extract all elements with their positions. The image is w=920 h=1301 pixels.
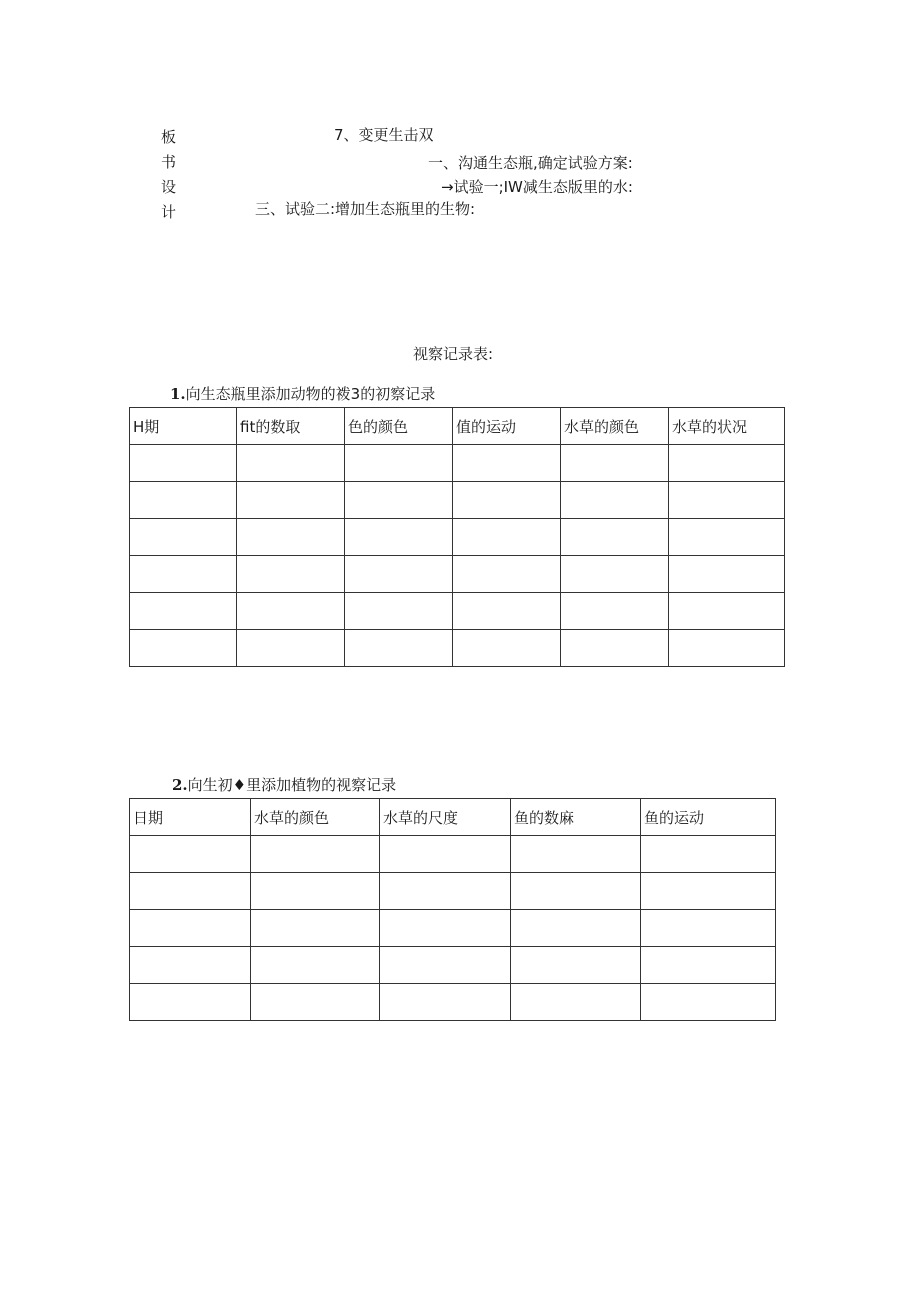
table-cell[interactable] bbox=[453, 519, 561, 556]
table-cell[interactable] bbox=[380, 836, 511, 873]
animal-observation-table bbox=[129, 407, 785, 667]
board-line-step-1: 一、沟通生态瓶,确定试验方案: bbox=[428, 154, 633, 172]
table-cell[interactable] bbox=[641, 984, 776, 1021]
table-cell[interactable] bbox=[345, 519, 453, 556]
table-cell[interactable] bbox=[511, 910, 641, 947]
board-line-topic: 7、变更生击双 bbox=[334, 126, 434, 144]
table-cell[interactable] bbox=[511, 873, 641, 910]
board-design-label-char-2: 书 bbox=[161, 153, 177, 171]
table-header-cell: 水草的颜色 bbox=[251, 799, 380, 836]
table-header-cell: 鱼的数麻 bbox=[511, 799, 641, 836]
table-cell[interactable] bbox=[669, 519, 785, 556]
board-line-step-2: →试验一;IW减生态版里的水: bbox=[441, 178, 633, 196]
observation-table-title: 视察记录表: bbox=[413, 345, 494, 363]
table2-caption-number: 2. bbox=[172, 776, 188, 794]
table-cell[interactable] bbox=[669, 593, 785, 630]
table-cell[interactable] bbox=[561, 630, 669, 667]
table-header-row bbox=[130, 408, 785, 445]
board-design-label-char-1: 板 bbox=[161, 128, 177, 146]
table-cell[interactable] bbox=[669, 556, 785, 593]
table-cell[interactable] bbox=[561, 482, 669, 519]
table-cell[interactable] bbox=[511, 984, 641, 1021]
table-row bbox=[130, 910, 776, 947]
table-cell[interactable] bbox=[561, 519, 669, 556]
table-cell[interactable] bbox=[345, 593, 453, 630]
plant-observation-table bbox=[129, 798, 776, 1021]
table-cell[interactable] bbox=[641, 947, 776, 984]
table-cell[interactable] bbox=[130, 556, 237, 593]
table-header-cell: 水草的状况 bbox=[669, 408, 785, 445]
table-row bbox=[130, 947, 776, 984]
table-cell[interactable] bbox=[237, 630, 345, 667]
table-cell[interactable] bbox=[669, 482, 785, 519]
table-cell[interactable] bbox=[130, 593, 237, 630]
table-cell[interactable] bbox=[251, 947, 380, 984]
table1-caption-number: 1. bbox=[170, 385, 186, 403]
table-cell[interactable] bbox=[641, 910, 776, 947]
table-header-row bbox=[130, 799, 776, 836]
table-cell[interactable] bbox=[237, 593, 345, 630]
table-cell[interactable] bbox=[237, 556, 345, 593]
table-cell[interactable] bbox=[251, 910, 380, 947]
table-row bbox=[130, 519, 785, 556]
table-cell[interactable] bbox=[237, 482, 345, 519]
table-cell[interactable] bbox=[345, 630, 453, 667]
table2-caption-text: 向生初♦里添加植物的视察记录 bbox=[187, 776, 397, 794]
table-cell[interactable] bbox=[561, 593, 669, 630]
table-cell[interactable] bbox=[380, 910, 511, 947]
table-cell[interactable] bbox=[453, 445, 561, 482]
table1-caption bbox=[170, 387, 435, 402]
table-cell[interactable] bbox=[380, 947, 511, 984]
table-cell[interactable] bbox=[130, 984, 251, 1021]
table-cell[interactable] bbox=[511, 836, 641, 873]
table-cell[interactable] bbox=[251, 873, 380, 910]
table-row bbox=[130, 556, 785, 593]
board-design-label-char-4: 计 bbox=[161, 203, 177, 221]
table2-caption bbox=[172, 778, 396, 793]
table-cell[interactable] bbox=[345, 445, 453, 482]
table-cell[interactable] bbox=[237, 519, 345, 556]
table-cell[interactable] bbox=[251, 984, 380, 1021]
table-cell[interactable] bbox=[345, 482, 453, 519]
table-cell[interactable] bbox=[345, 556, 453, 593]
table-cell[interactable] bbox=[380, 873, 511, 910]
table-row bbox=[130, 445, 785, 482]
table-cell[interactable] bbox=[237, 445, 345, 482]
table-header-cell: 鱼的运动 bbox=[641, 799, 776, 836]
table-cell[interactable] bbox=[251, 836, 380, 873]
table-cell[interactable] bbox=[453, 593, 561, 630]
board-design-label-char-3: 设 bbox=[161, 178, 177, 196]
table-cell[interactable] bbox=[130, 947, 251, 984]
table-row bbox=[130, 630, 785, 667]
table-cell[interactable] bbox=[561, 556, 669, 593]
board-line-step-3: 三、试验二:增加生态瓶里的生物: bbox=[255, 200, 476, 218]
table-cell[interactable] bbox=[130, 910, 251, 947]
table-cell[interactable] bbox=[130, 519, 237, 556]
table-cell[interactable] bbox=[669, 630, 785, 667]
table-cell[interactable] bbox=[641, 836, 776, 873]
table-cell[interactable] bbox=[669, 445, 785, 482]
table-cell[interactable] bbox=[453, 630, 561, 667]
table-header-cell: 水草的尺度 bbox=[380, 799, 511, 836]
table-cell[interactable] bbox=[511, 947, 641, 984]
table-cell[interactable] bbox=[130, 630, 237, 667]
table-row bbox=[130, 482, 785, 519]
table-cell[interactable] bbox=[130, 873, 251, 910]
table-header-cell: 日期 bbox=[130, 799, 251, 836]
table-cell[interactable] bbox=[130, 482, 237, 519]
table-cell[interactable] bbox=[641, 873, 776, 910]
table-cell[interactable] bbox=[130, 445, 237, 482]
table-header-cell: H期 bbox=[130, 408, 237, 445]
table-cell[interactable] bbox=[130, 836, 251, 873]
table-cell[interactable] bbox=[380, 984, 511, 1021]
table-cell[interactable] bbox=[561, 445, 669, 482]
table-header-cell: 水草的颜色 bbox=[561, 408, 669, 445]
table-header-cell: 色的颜色 bbox=[345, 408, 453, 445]
table-row bbox=[130, 984, 776, 1021]
table-cell[interactable] bbox=[453, 556, 561, 593]
table-header-cell: fit的数取 bbox=[237, 408, 345, 445]
table-row bbox=[130, 593, 785, 630]
table-row bbox=[130, 873, 776, 910]
table-header-cell: 值的运动 bbox=[453, 408, 561, 445]
table-row bbox=[130, 836, 776, 873]
table-cell[interactable] bbox=[453, 482, 561, 519]
table1-caption-text: 向生态瓶里添加动物的袯3的初察记录 bbox=[185, 385, 436, 403]
